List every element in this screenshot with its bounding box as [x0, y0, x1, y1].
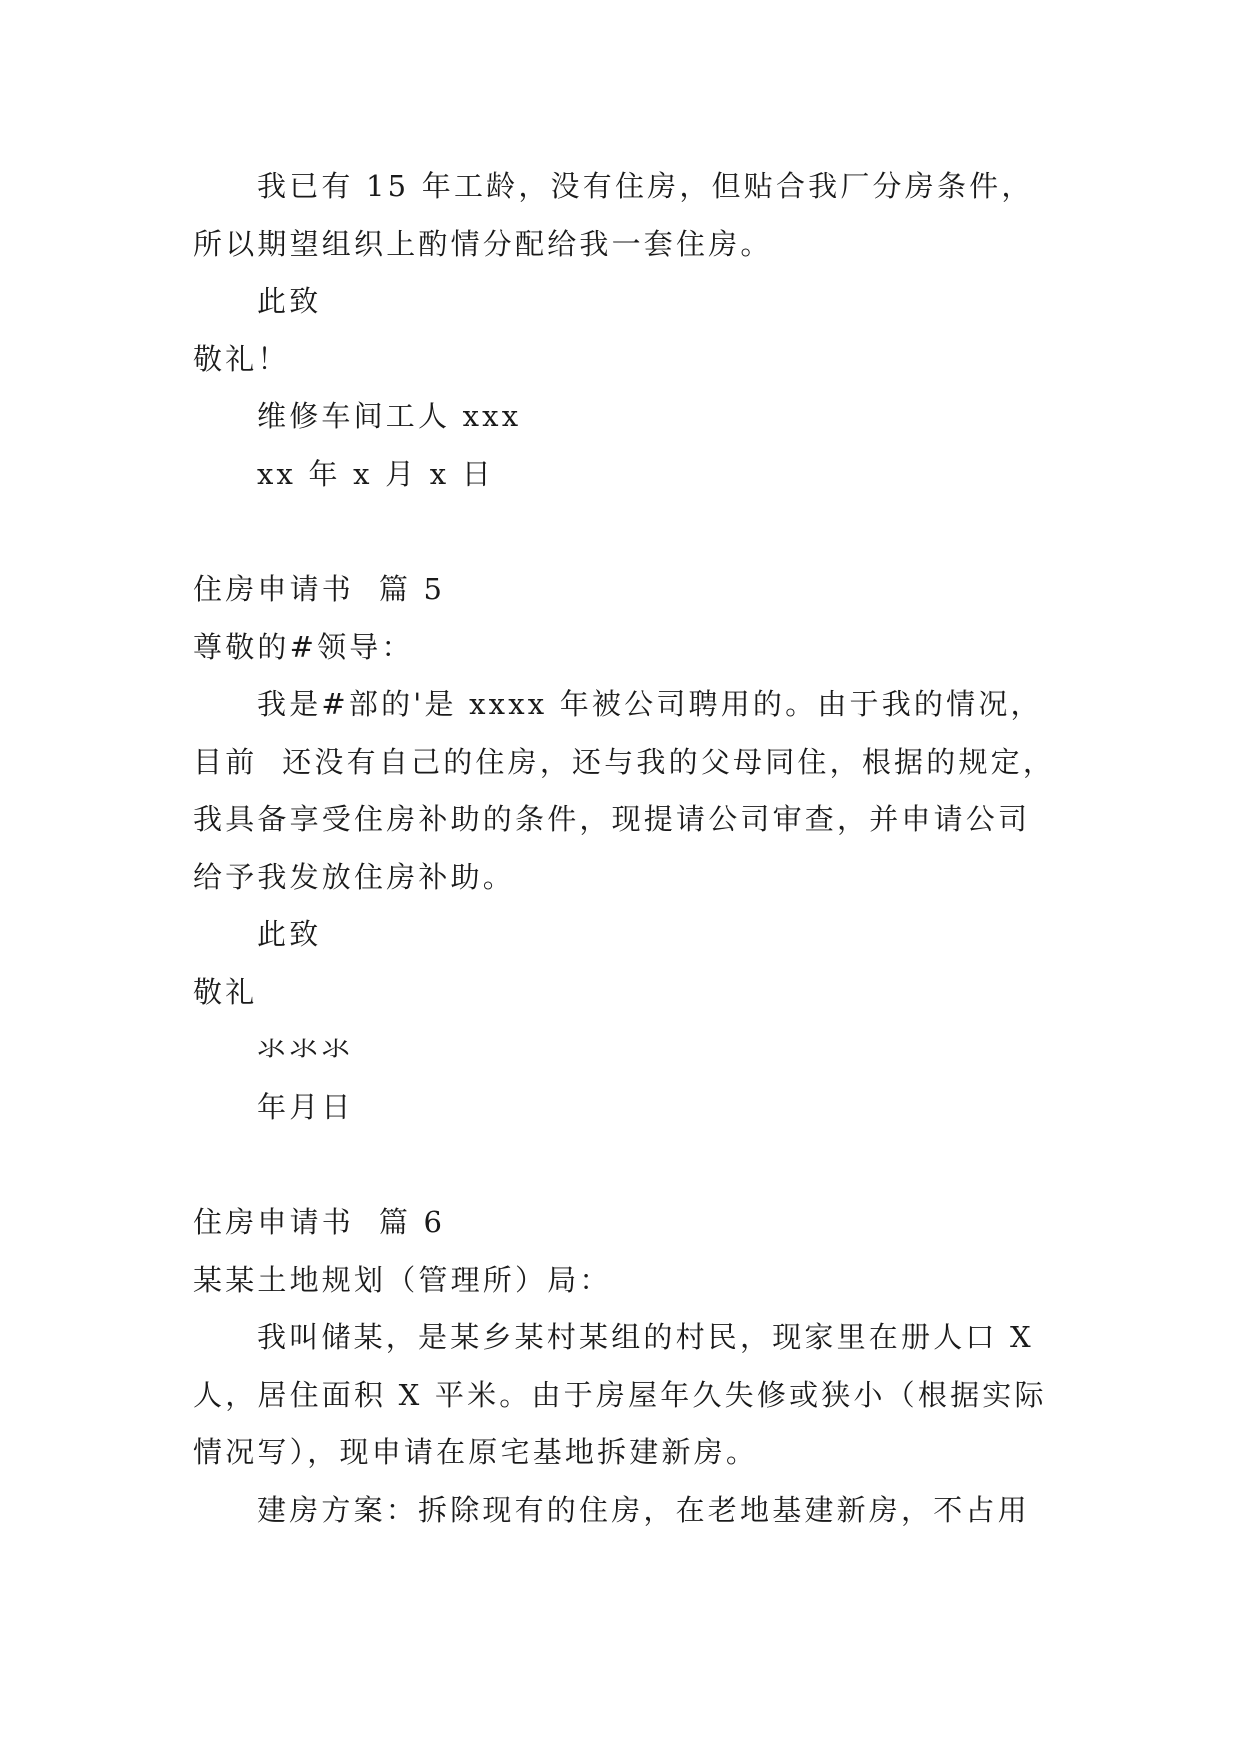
greeting-text: 尊敬的#领导：	[193, 630, 414, 664]
greeting-text: 某某土地规划（管理所）局：	[193, 1263, 612, 1297]
body-text: 我是#部的'是 xxxx 年被公司聘用的。由于我的情况，	[257, 687, 1043, 721]
signature-text: 维修车间工人 xxx	[257, 399, 522, 433]
body-text: 我具备享受住房补助的条件，现提请公司审查，并申请公司	[193, 802, 1031, 836]
body-text: 建房方案：拆除现有的住房，在老地基建新房，不占用	[257, 1493, 1030, 1527]
body-text: 我已有 15 年工龄，没有住房，但贴合我厂分房条件，	[257, 169, 1034, 203]
body-text: 我叫储某，是某乡某村某组的村民，现家里在册人口 X	[257, 1320, 1034, 1354]
salute-text: 敬礼	[193, 975, 258, 1009]
section-title: 住房申请书 篇 5	[193, 572, 446, 606]
salute-text: 敬礼！	[193, 342, 290, 376]
body-text: 目前 还没有自己的住房，还与我的父母同住，根据的规定，	[193, 745, 1056, 779]
section-title: 住房申请书 篇 6	[193, 1205, 446, 1239]
closing-text: 此致	[257, 917, 322, 951]
closing-text: 此致	[257, 284, 322, 318]
date-text: 年月日	[257, 1090, 354, 1124]
date-text: xx 年 x 月 x 日	[257, 457, 494, 491]
body-text: 人，居住面积 X 平米。由于房屋年久失修或狭小（根据实际	[193, 1378, 1047, 1412]
body-text: 情况写），现申请在原宅基地拆建新房。	[193, 1435, 759, 1469]
body-text: 所以期望组织上酌情分配给我一套住房。	[193, 227, 773, 261]
body-text: 给予我发放住房补助。	[193, 860, 516, 894]
signature-text: 氺氺氺	[257, 1032, 354, 1066]
